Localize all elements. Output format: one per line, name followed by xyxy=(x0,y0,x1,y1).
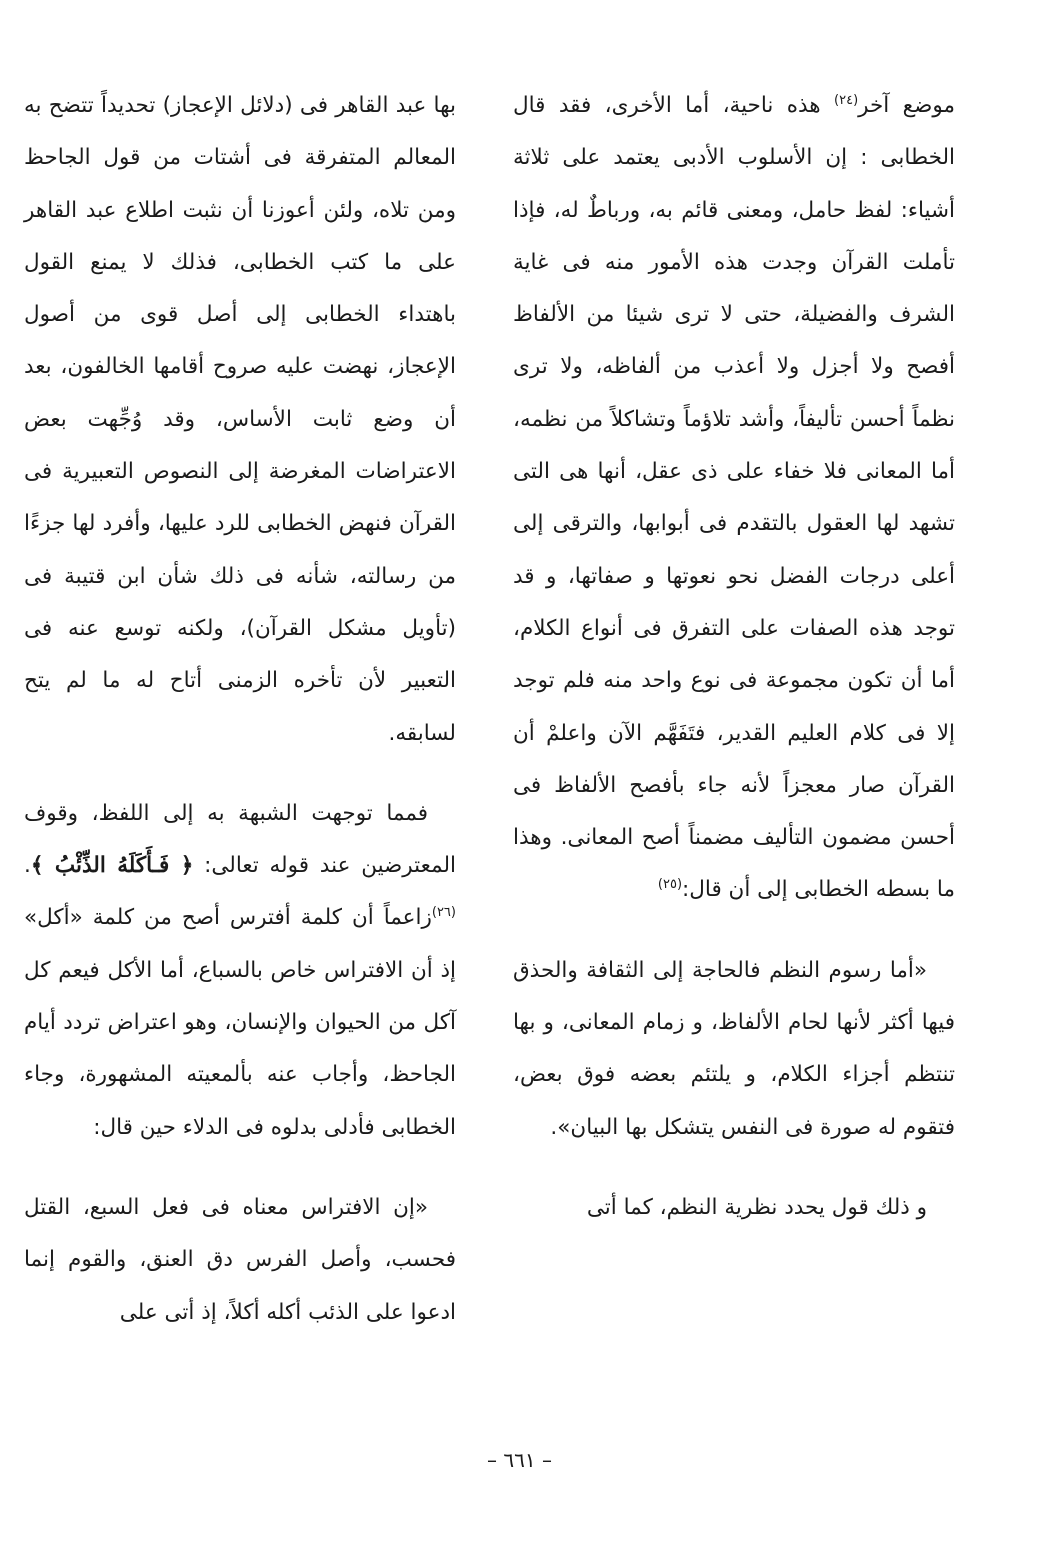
paragraph-text: زاعماً أن كلمة أفترس أصح من كلمة «أكل» إذ أن الافتراس خاص بالسباع، أما الأكل فيعم كل آكل من الحيوان والإنسان، وهو اعتراض تردد أيام الجاحظ، وأجاب عنه بألمعيته المشهورة، وجاء الخطابى فأدلى بدلوه فى الدلاء حين قال: xyxy=(24,905,456,1140)
right-column xyxy=(513,80,955,1234)
footnote-marker: (٢٥) xyxy=(657,877,683,893)
paragraph xyxy=(24,788,456,1154)
paragraph-text: هذه ناحية، أما الأخرى، فقد قال الخطابى : إن الأسلوب الأدبى يعتمد على ثلاثة أشياء: لفظ حامل، ومعنى قائم به، ورباطٌ له، فإذا تأملت القرآن وجدت هذه الأمور منه فى غاية الشرف والفضيلة، حتى لا ترى شيئا من الألفاظ أفصح ولا أجزل ولا أعذب من ألفاظه، ولا ترى نظماً أحسن تأليفاً، وأشد تلاؤماً وتشاكلاً من نظمه، أما المعانى فلا خفاء على ذى عقل، أنها هى التى تشهد لها العقول بالتقدم فى أبوابها، والترقى إلى أعلى درجات الفضل نحو نعوتها و صفاتها، و قد توجد هذه الصفات على التفرق فى أنواع الكلام، أما أن تكون مجموعة فى نوع واحد منه فلم توجد إلا فى كلام العليم القدير، فتَفَهَّم الآن واعلمْ أن القرآن صار معجزاً لأنه جاء بأفصح الألفاظ فى أحسن مضمون التأليف مضمناً أصح المعانى. وهذا ما بسطه الخطابى إلى أن قال: xyxy=(513,93,955,903)
page-number: – ٦٦١ – xyxy=(487,1448,552,1472)
footnote-marker: (٢٦) xyxy=(431,905,456,921)
paragraph: بها عبد القاهر فى (دلائل الإعجاز) تحديداً تتضح به المعالم المتفرقة فى أشتات من قول الجاحظ ومن تلاه، ولئن أعوزنا أن نثبت اطلاع عبد القاهر على ما كتب الخطابى، فذلك لا يمنع القول باهتداء الخطابى إلى أصل قوى من أصول الإعجاز، نهضت عليه صروح أقامها الخالفون، بعد أن وضع ثابت الأساس، وقد وُجِّهت بعض الاعتراضات المغرضة إلى النصوص التعبيرية فى القرآن فنهض الخطابى للرد عليها، وأفرد لها جزءًا من رسالته، شأنه فى ذلك شأن ابن قتيبة فى (تأويل مشكل القرآن)، ولكنه توسع عنه فى التعبير لأن تأخره الزمنى أتاح له ما لم يتح لسابقه. xyxy=(24,93,456,746)
paragraph-text: . xyxy=(24,853,31,879)
quotation-paragraph: «أما رسوم النظم فالحاجة إلى الثقافة والحذق فيها أكثر لأنها لحام الألفاظ، و زمام المعانى، و بها تنتظم أجزاء الكلام، و يلتئم بعضه فوق بعض، فتقوم له صورة فى النفس يتشكل بها البيان». xyxy=(513,957,955,1140)
quotation-paragraph: «إن الافتراس معناه فى فعل السبع، القتل فحسب، وأصل الفرس دق العنق، والقوم إنما ادعوا على الذئب أكله أكلاً، إذ أتى على xyxy=(24,1194,456,1325)
paragraph-text: موضع آخر xyxy=(858,93,955,118)
footnote-marker: (٢٤) xyxy=(834,92,859,108)
paragraph: و ذلك قول يحدد نظرية النظم، كما أتى xyxy=(586,1194,928,1220)
paragraph-text: فمما توجهت الشبهة به إلى اللفظ، وقوف المعترضين عند قوله تعالى: xyxy=(24,800,456,879)
paragraph xyxy=(513,80,955,917)
quran-verse: ﴿ فَـأَكَلَهُ الذِّئْبُ ﴾ xyxy=(30,853,194,879)
left-column xyxy=(24,80,456,1339)
